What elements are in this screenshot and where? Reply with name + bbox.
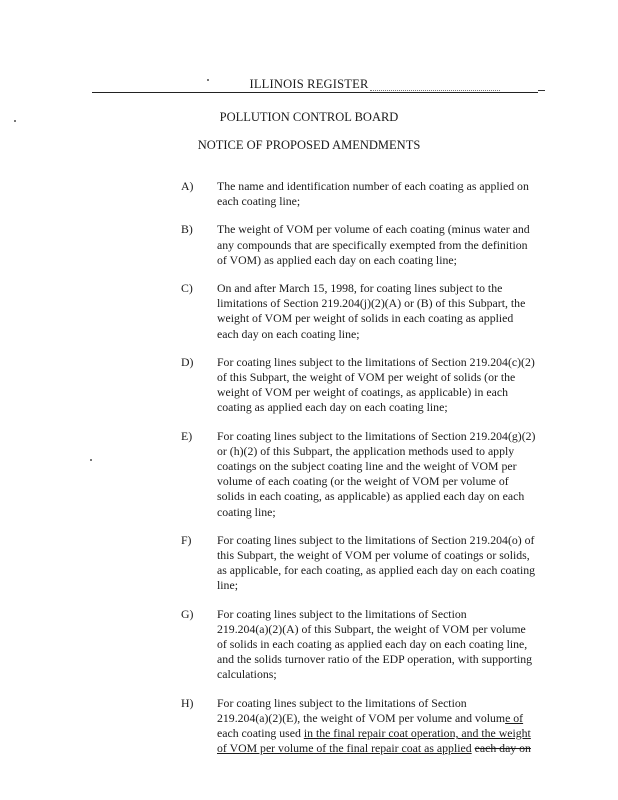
item-letter: A) bbox=[181, 179, 194, 193]
item-text: The name and identification number of each coating as applied on each coating line; bbox=[217, 179, 529, 209]
underlined-text: in the final repair coat operation, and the weight bbox=[303, 726, 531, 741]
item-a bbox=[0, 179, 618, 209]
item-h-line-amended bbox=[217, 741, 543, 756]
struck-text: each day on bbox=[474, 741, 531, 756]
board-title: POLLUTION CONTROL BOARD bbox=[219, 110, 399, 124]
item-g bbox=[0, 607, 618, 683]
header-rule bbox=[92, 92, 538, 93]
amendment-items bbox=[0, 179, 618, 770]
item-letter: H) bbox=[181, 695, 194, 710]
item-letter: C) bbox=[181, 281, 193, 296]
underlined-text: e of bbox=[505, 710, 524, 725]
header-dash-mark bbox=[538, 90, 545, 91]
item-d bbox=[0, 355, 618, 416]
item-f bbox=[0, 533, 618, 594]
notice-title: NOTICE OF PROPOSED AMENDMENTS bbox=[197, 138, 421, 152]
header-rule-dotted bbox=[370, 90, 500, 91]
register-title: ILLINOIS REGISTER bbox=[249, 77, 369, 91]
item-letter: B) bbox=[181, 222, 193, 237]
item-letter: G) bbox=[181, 606, 194, 621]
item-letter: E) bbox=[181, 428, 193, 443]
item-text: For coating lines subject to the limitations of Section 219.204(c)(2) of this Subpart, the weight of VOM per weight of solids (or the weight of VOM per weight of coatings, as applicable) in each coating as applied each day on each coating line; bbox=[217, 354, 535, 415]
item-c bbox=[0, 281, 618, 342]
item-text: On and after March 15, 1998, for coating lines subject to the limitations of Section 219.204(j)(2)(A) or (B) of this Subpart, the weight of VOM per weight of solids in each coating as applied each day on each coating line; bbox=[217, 281, 526, 341]
item-text: The weight of VOM per volume of each coating (minus water and any compounds that are specifically exempted from the definition of VOM) as applied each day on each coating line; bbox=[217, 222, 530, 267]
item-h bbox=[0, 696, 618, 757]
item-text: For coating lines subject to the limitations of Section 219.204(a)(2)(E), the weight of VOM per volume and volume of each coating used in the final repair coat operation, and the weight of VOM per volume of the final repair coat as applied each day on bbox=[217, 696, 543, 757]
item-b bbox=[0, 222, 618, 268]
item-e bbox=[0, 429, 618, 520]
item-text: For coating lines subject to the limitations of Section 219.204(a)(2)(A) of this Subpart, the weight of VOM per volume of solids in each coating as applied each day on each coating line, and the solids turnover ratio of the EDP operation, with supporting calculations; bbox=[217, 606, 533, 682]
item-text: For coating lines subject to the limitations of Section 219.204(g)(2) or (h)(2) of this Subpart, the application methods used to apply coatings on the subject coating line and the weight of VOM per volume of each coating (or the weight of VOM per volume of solids in each coating, as applicable) as applied each day on each coating line; bbox=[217, 428, 536, 519]
item-letter: D) bbox=[181, 354, 194, 369]
item-letter: F) bbox=[181, 532, 192, 547]
item-text: For coating lines subject to the limitations of Section 219.204(o) of this Subpart, the weight of VOM per volume of coatings or solids, as applicable, for each coating, as applied each day on each coating line; bbox=[217, 532, 536, 593]
item-h-line-amended: 219.204(a)(2)(E), the weight of VOM per volume and volume of bbox=[217, 710, 524, 725]
underlined-text: of VOM per volume of the final repair coat as applied bbox=[217, 741, 472, 756]
item-h-line-amended: each coating used in the final repair coat operation, and the weight bbox=[217, 726, 531, 741]
